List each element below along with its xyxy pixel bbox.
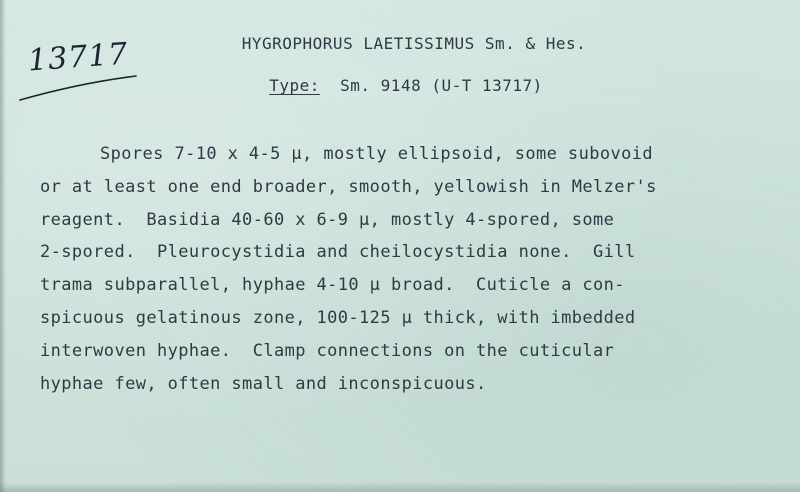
description-line: Spores 7-10 x 4-5 μ, mostly ellipsoid, some subovoid (100, 144, 654, 164)
type-line (6, 76, 800, 95)
description-line: 2-spored. Pleurocystidia and cheilocystidia none. Gill (40, 242, 636, 263)
description-line: trama subparallel, hyphae 4-10 μ broad. Cuticle a con- (40, 275, 625, 296)
description-line: or at least one end broader, smooth, yellowish in Melzer's (40, 176, 657, 197)
description-line: interwoven hyphae. Clamp connections on the cuticular (40, 340, 615, 361)
description-line: spicuous gelatinous zone, 100-125 μ thick, with imbedded (40, 307, 636, 328)
type-value: Sm. 9148 (U-T 13717) (340, 76, 543, 95)
page-bottom-shadow (0, 482, 800, 492)
page-edge-shadow (0, 0, 6, 492)
handwritten-specimen-number: 13717 (26, 36, 130, 79)
description-line: reagent. Basidia 40-60 x 6-9 μ, mostly 4-spored, some (40, 209, 615, 230)
species-title: HYGROPHORUS LAETISSIMUS Sm. & Hes. (241, 34, 587, 53)
type-label: Type: (269, 76, 320, 95)
description-line: hyphae few, often small and inconspicuous. (40, 373, 487, 394)
description-paragraph (40, 138, 780, 400)
